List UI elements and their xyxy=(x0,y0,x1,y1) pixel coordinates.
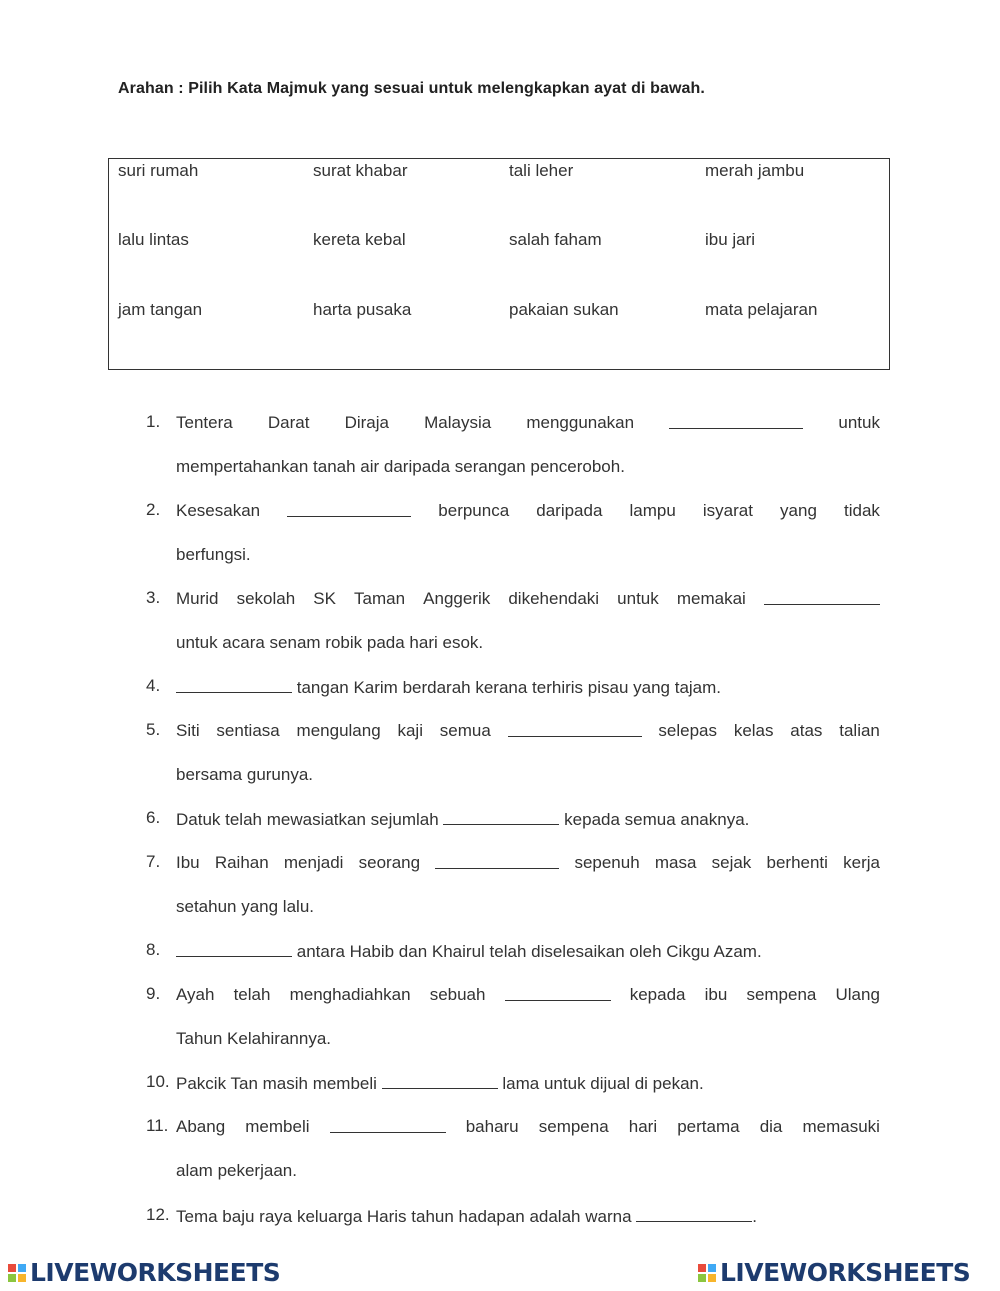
word: kerja xyxy=(843,853,880,872)
sentence-text: . xyxy=(752,1207,757,1226)
word-bank-item: merah jambu xyxy=(705,161,805,180)
word-bank-item: tali leher xyxy=(509,161,574,180)
word: Ulang xyxy=(835,985,880,1004)
word: daripada xyxy=(536,501,603,520)
answer-blank[interactable] xyxy=(287,500,411,517)
word-bank-item: pakaian sukan xyxy=(509,300,619,319)
word: menghadiahkan xyxy=(289,985,411,1004)
question-number: 10. xyxy=(146,1072,170,1091)
word: Siti xyxy=(176,721,200,740)
word: kepada xyxy=(629,985,686,1004)
word: berpunca xyxy=(438,501,510,520)
word: Tentera xyxy=(176,413,233,432)
word: Malaysia xyxy=(424,413,492,432)
word: semua xyxy=(439,721,491,740)
answer-blank[interactable] xyxy=(764,588,880,605)
liveworksheets-logo-right xyxy=(698,1258,970,1287)
word: hari xyxy=(628,1117,658,1136)
word: sekolah xyxy=(236,589,296,608)
question-line xyxy=(176,720,880,742)
word: sempena xyxy=(538,1117,609,1136)
question-line: alam pekerjaan. xyxy=(176,1161,297,1180)
word: Diraja xyxy=(344,413,389,432)
word: memakai xyxy=(676,589,746,608)
word: masa xyxy=(654,853,697,872)
question-number: 11. xyxy=(146,1116,169,1135)
question-line xyxy=(176,852,880,874)
word: yang xyxy=(780,501,817,520)
answer-blank[interactable] xyxy=(443,808,559,825)
word: isyarat xyxy=(702,501,753,520)
word: ibu xyxy=(704,985,728,1004)
question-line: setahun yang lalu. xyxy=(176,897,314,916)
word-bank-box xyxy=(108,158,890,370)
answer-blank[interactable] xyxy=(382,1072,498,1089)
word-bank-item: harta pusaka xyxy=(313,300,412,319)
word: Darat xyxy=(267,413,310,432)
word: menggunakan xyxy=(526,413,635,432)
word-bank-item: salah faham xyxy=(509,230,602,249)
question-number: 9. xyxy=(146,984,161,1003)
word: SK xyxy=(313,589,336,608)
word: lampu xyxy=(629,501,676,520)
word: telah xyxy=(233,985,271,1004)
question-number: 3. xyxy=(146,588,161,607)
answer-blank[interactable] xyxy=(669,412,803,429)
word: seorang xyxy=(358,853,421,872)
question-line: mempertahankan tanah air daripada serangan penceroboh. xyxy=(176,457,625,476)
sentence-text: antara Habib dan Khairul telah diselesaikan oleh Cikgu Azam. xyxy=(296,942,762,961)
word: sempena xyxy=(746,985,817,1004)
word-bank-item: surat khabar xyxy=(313,161,408,180)
word: sejak xyxy=(711,853,752,872)
question-line xyxy=(176,808,880,830)
word: sepenuh xyxy=(574,853,640,872)
word: Ibu xyxy=(176,853,200,872)
word: Abang xyxy=(176,1117,226,1136)
word: membeli xyxy=(245,1117,310,1136)
question-line xyxy=(176,940,880,962)
question-line: untuk acara senam robik pada hari esok. xyxy=(176,633,484,652)
word: Taman xyxy=(354,589,406,608)
sentence-text: Tema baju raya keluarga Haris tahun hadapan adalah warna xyxy=(176,1207,632,1226)
word-bank-item: suri rumah xyxy=(118,161,199,180)
question-number: 1. xyxy=(146,412,161,431)
question-number: 7. xyxy=(146,852,161,871)
word: Anggerik xyxy=(423,589,491,608)
word: Raihan xyxy=(214,853,269,872)
sentence-text: lama untuk dijual di pekan. xyxy=(502,1074,704,1093)
word-bank-item: kereta kebal xyxy=(313,230,406,249)
word-bank-item: jam tangan xyxy=(118,300,203,319)
word: untuk xyxy=(838,413,880,432)
answer-blank[interactable] xyxy=(505,984,611,1001)
word: baharu xyxy=(465,1117,519,1136)
question-line xyxy=(176,1205,880,1227)
word: kelas xyxy=(733,721,774,740)
question-line: bersama gurunya. xyxy=(176,765,314,784)
question-number: 5. xyxy=(146,720,161,739)
word: Kesesakan xyxy=(176,501,261,520)
question-line xyxy=(176,588,880,610)
question-line xyxy=(176,676,880,698)
answer-blank[interactable] xyxy=(176,676,292,693)
question-line xyxy=(176,1116,880,1138)
logo-squares-icon xyxy=(8,1264,26,1282)
word: talian xyxy=(839,721,880,740)
word: Ayah xyxy=(176,985,215,1004)
question-number: 6. xyxy=(146,808,161,827)
question-line xyxy=(176,412,880,434)
answer-blank[interactable] xyxy=(176,940,292,957)
word: memasuki xyxy=(802,1117,880,1136)
question-line xyxy=(176,984,880,1006)
question-line: Tahun Kelahirannya. xyxy=(176,1029,332,1048)
question-number: 2. xyxy=(146,500,161,519)
sentence-text: Pakcik Tan masih membeli xyxy=(176,1074,377,1093)
word: sebuah xyxy=(429,985,486,1004)
question-number: 8. xyxy=(146,940,161,959)
word: atas xyxy=(790,721,823,740)
liveworksheets-logo-left xyxy=(8,1258,280,1287)
word-bank-item: lalu lintas xyxy=(118,230,189,249)
word: sentiasa xyxy=(216,721,280,740)
word: Murid xyxy=(176,589,219,608)
word: untuk xyxy=(617,589,659,608)
word: kaji xyxy=(397,721,423,740)
word: dia xyxy=(759,1117,783,1136)
word: berhenti xyxy=(766,853,828,872)
logo-text: LIVEWORKSHEETS xyxy=(720,1258,971,1287)
word: pertama xyxy=(677,1117,740,1136)
question-number: 4. xyxy=(146,676,161,695)
sentence-text: tangan Karim berdarah kerana terhiris pisau yang tajam. xyxy=(296,678,722,697)
question-number: 12. xyxy=(146,1205,170,1224)
answer-blank[interactable] xyxy=(435,852,559,869)
logo-text: LIVEWORKSHEETS xyxy=(30,1258,281,1287)
word: menjadi xyxy=(283,853,344,872)
word: tidak xyxy=(844,501,880,520)
answer-blank[interactable] xyxy=(330,1116,446,1133)
word: dikehendaki xyxy=(508,589,600,608)
sentence-text: Datuk telah mewasiatkan sejumlah xyxy=(176,810,439,829)
word-bank-item: ibu jari xyxy=(705,230,756,249)
answer-blank[interactable] xyxy=(508,720,642,737)
word: selepas xyxy=(658,721,718,740)
question-line xyxy=(176,500,880,522)
question-line: berfungsi. xyxy=(176,545,251,564)
word-bank-item: mata pelajaran xyxy=(705,300,818,319)
question-line xyxy=(176,1072,880,1094)
word: mengulang xyxy=(296,721,381,740)
sentence-text: kepada semua anaknya. xyxy=(564,810,750,829)
logo-squares-icon xyxy=(698,1264,716,1282)
instruction-heading: Arahan : Pilih Kata Majmuk yang sesuai untuk melengkapkan ayat di bawah. xyxy=(118,80,705,97)
answer-blank[interactable] xyxy=(636,1205,752,1222)
